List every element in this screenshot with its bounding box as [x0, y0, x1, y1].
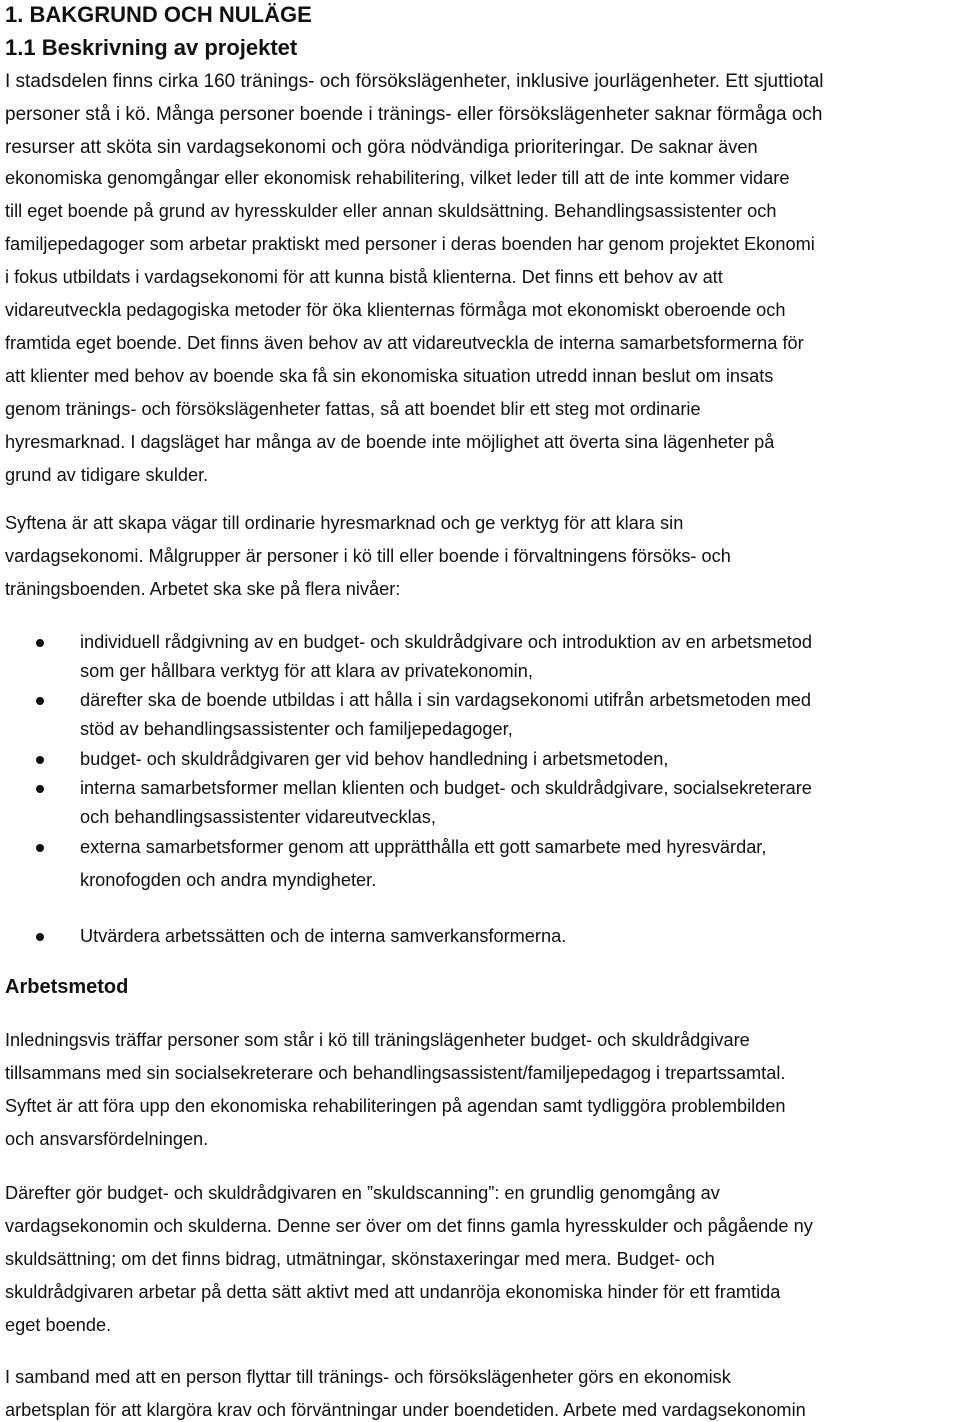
- text-line: och behandlingsassistenter vidareutvecklas,: [80, 807, 436, 827]
- body-paragraph: [5, 507, 955, 606]
- text-line: externa samarbetsformer genom att upprätthålla ett gott samarbete med hyresvärdar,: [80, 837, 767, 857]
- text-line: budget- och skuldrådgivaren ger vid behov handledning i arbetsmetoden,: [80, 749, 669, 769]
- body-paragraph: [5, 1361, 955, 1422]
- text-line: tillsammans med sin socialsekreterare och behandlingsassistent/familjepedagog i trepartssamtal.: [5, 1063, 786, 1083]
- text-line: Syftena är att skapa vägar till ordinarie hyresmarknad och ge verktyg för att klara sin: [5, 513, 684, 533]
- text-line: att klienter med behov av boende ska få sin ekonomiska situation utredd innan beslut om insats: [5, 366, 774, 386]
- text-line: personer stå i kö. Många personer boende i tränings- eller försökslägenheter saknar förmåga och: [5, 104, 823, 125]
- bullet-icon: [36, 785, 44, 793]
- text-fragment: resurser att sköta sin vardagsekonomi och göra nödvändiga prioriteringar.: [5, 137, 625, 158]
- section-heading: 1. BAKGRUND OCH NULÄGE: [5, 2, 312, 27]
- body-paragraph: [5, 1024, 955, 1156]
- text-line: framtida eget boende. Det finns även behov av att vidareutveckla de interna samarbetsformerna för: [5, 333, 804, 353]
- bullet-icon: [36, 933, 44, 941]
- text-line: eget boende.: [5, 1315, 112, 1335]
- text-line: vardagsekonomin och skulderna. Denne ser över om det finns gamla hyresskulder och pågående ny: [5, 1216, 813, 1236]
- list-item-text: [80, 774, 960, 832]
- text-line: som ger hållbara verktyg för att klara av privatekonomin,: [80, 661, 533, 681]
- body-paragraph: [5, 162, 955, 492]
- text-line: och ansvarsfördelningen.: [5, 1129, 209, 1149]
- text-line: Inledningsvis träffar personer som står i kö till träningslägenheter budget- och skuldrådgivare: [5, 1030, 750, 1050]
- text-line: individuell rådgivning av en budget- och skuldrådgivare och introduktion av en arbetsmetod: [80, 632, 812, 652]
- text-line: I samband med att en person flyttar till tränings- och försökslägenheter görs en ekonomisk: [5, 1367, 731, 1387]
- text-line: Därefter gör budget- och skuldrådgivaren en ”skuldscanning”: en grundlig genomgång av: [5, 1183, 720, 1203]
- text-line: grund av tidigare skulder.: [5, 465, 209, 485]
- text-line: hyresmarknad. I dagsläget har många av de boende inte möjlighet att överta sina lägenheter på: [5, 432, 775, 452]
- intro-paragraph: [5, 65, 957, 164]
- text-line: i fokus utbildats i vardagsekonomi för att kunna bistå klienterna. Det finns ett behov av att: [5, 267, 723, 287]
- list-item-text: [80, 628, 960, 686]
- text-line: vidareutveckla pedagogiska metoder för öka klienternas förmåga mot ekonomiskt oberoende och: [5, 300, 786, 320]
- list-item-text: [80, 745, 960, 774]
- text-line: Syftet är att föra upp den ekonomiska rehabiliteringen på agendan samt tydliggöra problembilden: [5, 1096, 786, 1116]
- subsection-heading: 1.1 Beskrivning av projektet: [5, 35, 298, 60]
- bullet-icon: [36, 697, 44, 705]
- bullet-icon: [36, 756, 44, 764]
- text-line: stöd av behandlingsassistenter och familjepedagoger,: [80, 719, 513, 739]
- bullet-icon: [36, 844, 44, 852]
- text-line-with-continuation: [5, 131, 957, 164]
- list-item-text: [80, 922, 960, 951]
- text-line: interna samarbetsformer mellan klienten och budget- och skuldrådgivare, socialsekreterare: [80, 778, 812, 798]
- text-line: I stadsdelen finns cirka 160 tränings- och försökslägenheter, inklusive jourlägenheter. Ett sjuttiotal: [5, 71, 824, 92]
- section-subheading: Arbetsmetod: [5, 976, 129, 998]
- bullet-icon: [36, 639, 44, 647]
- text-line: Utvärdera arbetssätten och de interna samverkansformerna.: [80, 926, 567, 946]
- text-line: vardagsekonomi. Målgrupper är personer i kö till eller boende i förvaltningens försöks- och: [5, 546, 731, 566]
- text-line: ekonomiska genomgångar eller ekonomisk rehabilitering, vilket leder till att de inte kommer vidare: [5, 168, 790, 188]
- text-line: familjepedagoger som arbetar praktiskt med personer i deras boenden har genom projektet Ekonomi: [5, 234, 815, 254]
- body-paragraph: [5, 1177, 955, 1342]
- list-item-text: [80, 831, 960, 897]
- text-line: arbetsplan för att klargöra krav och förväntningar under boendetiden. Arbete med vardagsekonomin: [5, 1400, 806, 1420]
- text-line: träningsboenden. Arbetet ska ske på flera nivåer:: [5, 579, 401, 599]
- text-line: kronofogden och andra myndigheter.: [80, 870, 377, 890]
- text-line: därefter ska de boende utbildas i att hålla i sin vardagsekonomi utifrån arbetsmetoden med: [80, 690, 811, 710]
- text-line: skuldrådgivaren arbetar på detta sätt aktivt med att undanröja ekonomiska hinder för ett framtida: [5, 1282, 781, 1302]
- text-line: skuldsättning; om det finns bidrag, utmätningar, skönstaxeringar med mera. Budget- och: [5, 1249, 715, 1269]
- text-line: till eget boende på grund av hyresskulder eller annan skuldsättning. Behandlingsassistenter och: [5, 201, 777, 221]
- list-item-text: [80, 686, 960, 744]
- text-line: genom tränings- och försökslägenheter fattas, så att boendet blir ett steg mot ordinarie: [5, 399, 701, 419]
- text-fragment: De saknar även: [630, 137, 758, 157]
